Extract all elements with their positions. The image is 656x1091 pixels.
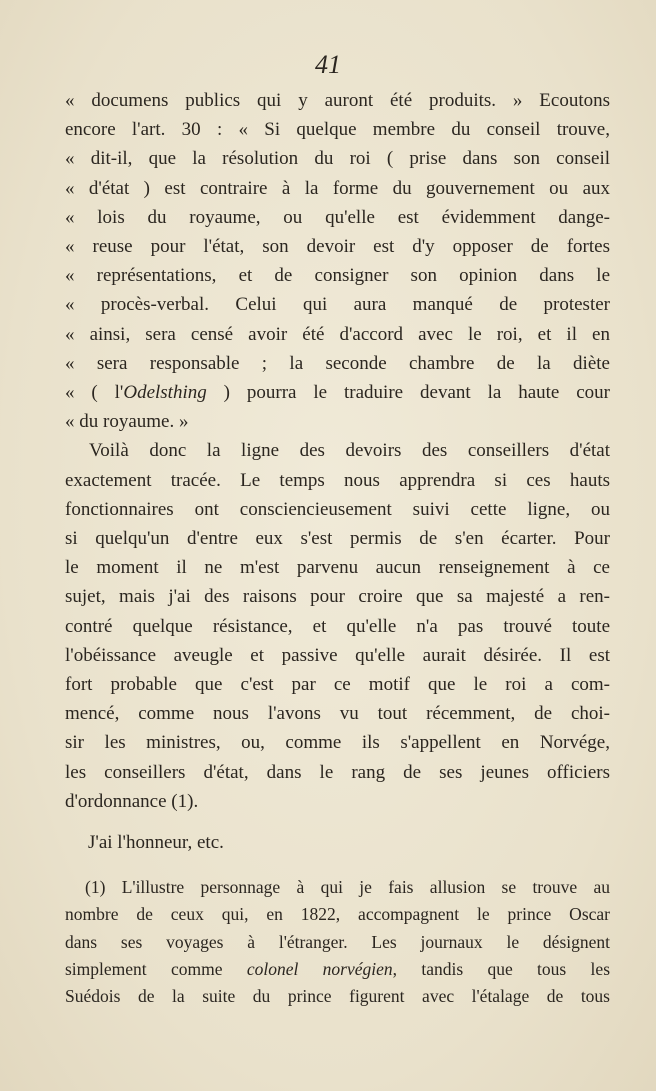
text-line: exactement tracée. Le temps nous apprendra si ces hauts: [65, 469, 610, 491]
text-segment: ) pourra le traduire devant la haute cour: [206, 382, 611, 404]
text-line: fort probable que c'est par ce motif que le roi a com-: [65, 674, 610, 696]
text-line: « d'état ) est contraire à la forme du gouvernement ou aux: [65, 177, 610, 199]
footnote: [65, 874, 610, 1010]
main-text: [65, 86, 610, 816]
text-line: sujet, mais j'ai des raisons pour croire que sa majesté a ren-: [65, 586, 610, 608]
text-line: « reuse pour l'état, son devoir est d'y opposer de fortes: [65, 236, 610, 258]
footnote-line: Suédois de la suite du prince figurent avec l'étalage de tous: [65, 986, 610, 1007]
text-segment: , tandis que tous les: [392, 958, 611, 979]
text-line: contré quelque résistance, et qu'elle n'a pas trouvé toute: [65, 615, 610, 637]
footnote-line: dans ses voyages à l'étranger. Les journaux le désignent: [65, 931, 610, 952]
text-line: « sera responsable ; la seconde chambre de la diète: [65, 352, 610, 374]
text-line: « dit-il, que la résolution du roi ( prise dans son conseil: [65, 148, 610, 170]
text-line: mencé, comme nous l'avons vu tout récemment, de choi-: [65, 703, 610, 725]
footnote-line: nombre de ceux qui, en 1822, accompagnent le prince Oscar: [65, 904, 610, 925]
text-line: sir les ministres, ou, comme ils s'appellent en Norvége,: [65, 732, 610, 754]
page-number: 41: [315, 50, 341, 79]
text-line: « procès-verbal. Celui qui aura manqué de protester: [65, 294, 610, 316]
text-line: « représentations, et de consigner son opinion dans le: [65, 265, 610, 287]
text-line: [65, 378, 610, 407]
text-line: « du royaume. »: [65, 411, 189, 433]
text-line: l'obéissance aveugle et passive qu'elle aurait désirée. Il est: [65, 644, 610, 666]
footnote-line: [65, 956, 610, 983]
text-line: « ainsi, sera censé avoir été d'accord avec le roi, et il en: [65, 323, 610, 345]
text-line: fonctionnaires ont consciencieusement suivi cette ligne, ou: [65, 498, 610, 520]
text-line: d'ordonnance (1).: [65, 790, 199, 812]
paragraph-start-line: Voilà donc la ligne des devoirs des conseillers d'état: [89, 440, 610, 462]
text-line: « documens publics qui y auront été produits. » Ecoutons: [65, 90, 610, 111]
text-line: si quelqu'un d'entre eux s'est permis de s'en écarter. Pour: [65, 528, 610, 550]
italic-term: Odelsthing: [123, 382, 207, 404]
italic-term: colonel norvégien: [246, 958, 393, 979]
text-segment: « ( l': [65, 382, 124, 404]
text-segment: simplement comme: [65, 958, 247, 979]
text-line: le moment il ne m'est parvenu aucun renseignement à ce: [65, 557, 610, 579]
footnote-line: (1) L'illustre personnage à qui je fais allusion se trouve au: [85, 877, 610, 897]
text-line: encore l'art. 30 : « Si quelque membre du conseil trouve,: [65, 119, 610, 141]
text-line: les conseillers d'état, dans le rang de ses jeunes officiers: [65, 761, 610, 783]
text-line: « lois du royaume, ou qu'elle est évidemment dange-: [65, 206, 610, 228]
closing-salutation: J'ai l'honneur, etc.: [88, 832, 224, 853]
